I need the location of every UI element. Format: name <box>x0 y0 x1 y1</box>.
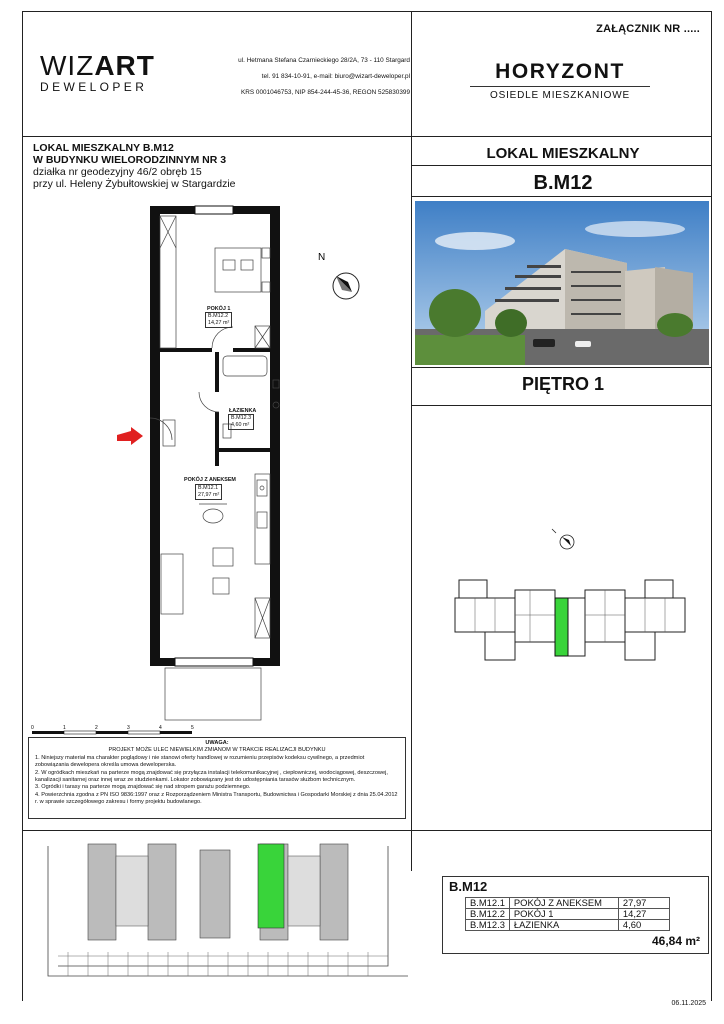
table-row <box>466 920 670 931</box>
site-plan <box>28 836 413 996</box>
logo-subtitle: DEWELOPER <box>40 80 148 94</box>
developer-info <box>195 53 410 101</box>
floor-key-plan <box>445 570 695 665</box>
document-date: 06.11.2025 <box>671 1000 706 1007</box>
table-row <box>466 898 670 909</box>
column-divider <box>411 11 412 871</box>
note-item: 1. Niniejszy materiał ma charakter poglądowy i nie stanowi oferty handlowej w rozumieniu przepisów kodeksu cywilnego, a przedmiot zobowiązania dewelopera określa umowa deweloperska. <box>35 754 365 769</box>
row-area: 4,60 <box>618 920 669 931</box>
horyzont-logo <box>470 60 650 101</box>
room-code: B.M12.2 <box>208 313 229 319</box>
row-name: POKÓJ Z ANEKSEM <box>509 898 618 909</box>
header-divider <box>22 136 712 137</box>
bottom-divider <box>22 830 712 831</box>
scale-label: 0 <box>31 725 34 731</box>
notes-title: UWAGA: <box>205 740 229 746</box>
project-name: HORYZONT <box>495 60 625 83</box>
room-area: 4,60 m² <box>231 422 250 428</box>
room-name: POKÓJ Z ANEKSEM <box>184 477 236 483</box>
wizart-logo <box>40 52 155 94</box>
floor-plan <box>115 198 295 723</box>
apartment-code: B.M12 <box>533 172 593 194</box>
room-label-aneks <box>184 477 236 483</box>
row-code: B.M12.1 <box>466 898 510 909</box>
area-table-grid <box>465 897 670 931</box>
note-item: 3. Ogródki i tarasy na parterze mogą znajdować się nad stropem garażu podziemnego. <box>35 784 251 791</box>
row-area: 27,97 <box>618 898 669 909</box>
room-info-aneks <box>195 484 222 500</box>
room-name: POKÓJ 1 <box>207 306 231 312</box>
scale-bar <box>28 723 228 737</box>
logo-text-part1: WIZ <box>40 50 95 81</box>
building-rendering <box>415 201 709 365</box>
row-code: B.M12.2 <box>466 909 510 920</box>
heading-line4: przy ul. Heleny Żybułtowskiej w Stargardzie <box>33 178 236 190</box>
developer-contact: tel. 91 834-10-91, e-mail: biuro@wizart-deweloper.pl <box>261 73 410 80</box>
annex-label: ZAŁĄCZNIK NR ..... <box>596 23 700 35</box>
scale-label: 1 <box>63 725 66 731</box>
compass-letter: N <box>318 252 326 263</box>
room-code: B.M12.3 <box>231 415 252 421</box>
scale-label: 5 <box>191 725 194 731</box>
row-code: B.M12.3 <box>466 920 510 931</box>
room-area: 27,97 m² <box>198 492 220 498</box>
room-area: 14,27 m² <box>208 320 230 326</box>
total-area: 46,84 m² <box>651 934 700 948</box>
room-code: B.M12.1 <box>198 485 219 491</box>
apartment-title: LOKAL MIESZKALNY <box>486 145 640 162</box>
right-title-divider <box>411 165 712 166</box>
apartment-heading <box>33 142 236 190</box>
project-subtitle: OSIEDLE MIESZKANIOWE <box>470 86 650 101</box>
note-item: 2. W ogródkach mieszkań na parterze mogą znajdować się przyłącza instalacji telekomunikacyjnej , ciepłowniczej, wodociągowej, deszczowej, kanalizacji sanitarnej oraz innej wraz ze studzienkami. Lokator zobowiązany jest do udostępniania tarasów służbom technicznym. <box>35 769 388 784</box>
table-code: B.M12 <box>449 879 488 894</box>
row-name: ŁAZIENKA <box>509 920 618 931</box>
scale-label: 3 <box>127 725 130 731</box>
frame-left <box>22 11 23 1001</box>
logo-text-part2: ART <box>94 50 155 81</box>
developer-address: ul. Hetmana Stefana Czarnieckiego 28/2A, 73 - 110 Stargard <box>238 57 410 64</box>
scale-label: 2 <box>95 725 98 731</box>
row-name: POKÓJ 1 <box>509 909 618 920</box>
developer-registry: KRS 0001046753, NIP 854-244-45-36, REGON 525830399 <box>241 89 410 96</box>
right-photo-divider <box>411 367 712 368</box>
note-item: 4. Powierzchnia zgodna z PN ISO 9836:1997 oraz z Rozporządzeniem Ministra Transportu, Budownictwa i Gospodarki Morskiej z dnia 25.04.2012 r. w sprawie szczegółowego zakresu i formy projektu budowlanego. <box>35 791 398 806</box>
room-info-lazienka <box>228 414 254 430</box>
scale-label: 4 <box>159 725 162 731</box>
floor-label: PIĘTRO 1 <box>521 374 605 394</box>
heading-line1: LOKAL MIESZKALNY B.M12 <box>33 142 174 154</box>
area-table <box>442 876 709 954</box>
notes-subtitle: PROJEKT MOŻE ULEC NIEWIELKIM ZMIANOM W TRAKCIE REALIZACJI BUDYNKU <box>108 747 326 754</box>
room-name: ŁAZIENKA <box>229 408 257 414</box>
room-info-pokoj1 <box>205 312 232 328</box>
compass-icon <box>312 246 362 302</box>
notes-box <box>28 737 406 819</box>
frame-top <box>22 11 712 12</box>
right-code-divider <box>411 196 712 197</box>
table-row <box>466 909 670 920</box>
heading-line3: działka nr geodezyjny 46/2 obręb 15 <box>33 166 202 178</box>
right-floor-divider <box>411 405 712 406</box>
heading-line2: W BUDYNKU WIELORODZINNYM NR 3 <box>33 154 227 166</box>
row-area: 14,27 <box>618 909 669 920</box>
compass-small-icon <box>550 527 578 553</box>
